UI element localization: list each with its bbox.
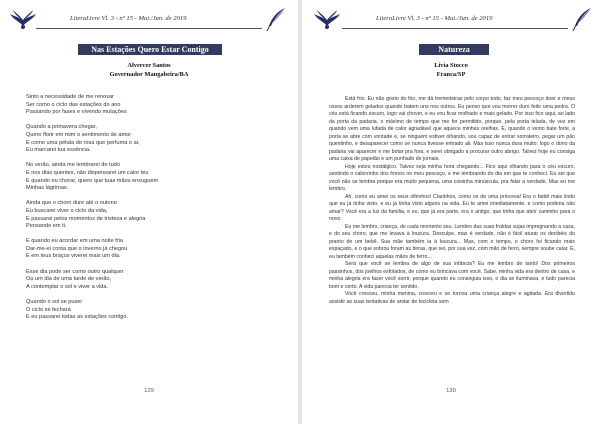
story-paragraph: Será que você se lembra de algo de sua infância? Eu me lembro de tanto! Dos primeiros passinhos, dos joelhos esfolados, de como eu brincava com você. Sabe, minha vida era dentro de casa, e minha alegria era fazer você sorrir, porque quando eu conseguia isso, o dia se iluminava, e tudo parecia bom e certo. A vida parecia ter sentido. xyxy=(329,261,575,290)
story-title: Natureza xyxy=(419,44,489,55)
poem-line: Quero florir em mim o sentimento de amor xyxy=(26,131,132,138)
author-location: Franca/SP xyxy=(436,71,466,78)
story-paragraph: Está frio. Eu não gosto do frio, me dá tremedeiras pelo corpo todo, faz meu pescoço doer e meus ossos arderem gelados quando batem uns nos outros. Eu penso que vou morrer duro feito uma pedra. O céu está ficando escuro, logo vai chover, e eu vou ficar molhado e mais gelado. Por isso fico aqui, ao lado da porta da padaria, o máximo de tempo que me for permitido, porque, pela porta telada, de vez em quando vem uma lufada de calor agradável que aquece minhas orelhas. E, quando o vento bate forte, a porta se abre com vontade e, se ninguém estiver olhando, sou capaz de entrar sorrateiro, pegar um pão quentinho, e desaparecer como se nunca tivesse entrado ali. Mas isso nunca dura muito: logo o dono da padaria vai aparecer e me botar pra fora, e serei obrigado a procurar outro abrigo. Talvez hoje eu consiga uma caixa de papelão e um punhado de jornais. xyxy=(329,96,575,162)
story-paragraph: Hoje estou nostálgico. Talvez seja minha hora chegando... Fico aqui olhando para o céu escuro, sentindo o calorzinho dos fornos no meu pescoço, e me lembrando do dia em que te conheci. Eu sei que você não se lembra porque era muito pequena, uma coisinha minúscula, pra falar a verdade. Mas eu me lembro. xyxy=(329,163,575,192)
poem-line: E em teus braços viverei mais um dia. xyxy=(26,253,121,260)
page-header xyxy=(302,8,600,34)
poem-line: Dar-me-ei conta que o inverno já chegou xyxy=(26,245,128,252)
poem-line: A contemplar o sol e viver a vida. xyxy=(26,283,109,290)
poem-line: E passarei pelos momentos de tristeza e alegria xyxy=(26,215,146,222)
quill-pen-icon xyxy=(266,8,286,32)
poem-line: Esse dia pode ser como outro qualquer xyxy=(26,268,124,275)
author-name: Lívia Stocco xyxy=(434,62,468,69)
poem-line: Quando a primavera chegar, xyxy=(26,124,97,131)
page-header xyxy=(0,8,298,34)
left-page xyxy=(0,0,298,424)
author-name: Alvercer Santos xyxy=(127,62,171,69)
header-text: LiteraLivre Vl. 3 - nº 15 - Mai./Jun. de 2019 xyxy=(70,15,187,22)
poem-line: O ciclo se fechará xyxy=(26,306,71,313)
poem-title: Nas Estações Quero Estar Contigo xyxy=(78,44,222,55)
header-rule xyxy=(36,28,262,29)
quill-pen-icon xyxy=(572,8,592,32)
poem-line: E como uma pétala de rosa que perfuma o ar, xyxy=(26,139,140,146)
header-text: LiteraLivre Vl. 3 - nº 15 - Mai./Jun. de 2019 xyxy=(376,15,493,22)
poem-body xyxy=(26,94,276,322)
poem-line: No verão, ainda me lembrarei de tudo xyxy=(26,162,120,169)
page-number: 130 xyxy=(446,388,456,394)
poem-line: Minhas lágrimas. xyxy=(26,185,69,192)
story-paragraph: Eu me lembro, criança, de cada momento seu. Lembro das suas fraldas sujas impregnando a casa, e do seu choro, que me levava à loucura. Desculpe, mas é verdade, não é fácil aturar os decibéis do pranto de um bebê. Sua mãe também ia à loucura... Mas, com o tempo, o choro foi ficando mais espaçado, e o que sobrou foram as birras, que sei, por sua vez, com mão de ferro, sempre soube calar. É, eu também conheci aquelas mãos de ferro... xyxy=(329,223,575,260)
story-paragraph: Ah, como eu amei os seus olhinhos! Clarinhos, como os de uma princesa! Era o bebê mais lindo que eu já tinha visto, e eu já tinha visto alguns na vida. Eu te amei imediatamente, e como poderia não amar? Você era a luz da família, e eu, que já era parte, era o antigo, que tinha que abrir caminho para o novo. xyxy=(329,193,575,222)
poem-line: Ainda que o choro dure até o outono xyxy=(26,200,117,207)
poem-line: Ser como o ciclo das estações do ano xyxy=(26,101,121,108)
story-paragraph: Você cresceu, minha menina, cresceu e se tornou uma criança alegre e agitada. Era divertido assistir as suas tentativas de andar de bicicleta sem xyxy=(329,291,575,305)
winged-logo-icon xyxy=(314,10,340,30)
poem-line: E quando eu acordar em uma noite fria xyxy=(26,238,124,245)
right-page xyxy=(302,0,600,424)
winged-logo-icon xyxy=(10,10,36,30)
author-location: Governador Mangabeira/BA xyxy=(109,71,189,78)
poem-line: Eu marcarei tua essência. xyxy=(26,147,91,154)
poem-line: E eu passarei todas as estações contigo. xyxy=(26,314,128,321)
poem-line: Quando o sol se puser xyxy=(26,299,83,306)
story-body xyxy=(329,96,575,306)
poem-line: Sinto a necessidade de me renovar xyxy=(26,94,115,100)
poem-line: Passando por fases e vivendo mutações xyxy=(26,109,127,116)
page-number: 129 xyxy=(144,388,154,394)
poem-line: E quando eu chorar, quero que tuas mãos enxuguem xyxy=(26,177,159,184)
poem-line: Eu buscarei viver o ciclo da vida, xyxy=(26,207,108,214)
poem-line: Pensando em ti. xyxy=(26,223,67,230)
poem-line: E nos dias quentes, não dispensarei um calor teu xyxy=(26,169,149,176)
header-rule xyxy=(342,28,568,29)
poem-line: Ou um dia de uma tarde de verão, xyxy=(26,276,112,283)
